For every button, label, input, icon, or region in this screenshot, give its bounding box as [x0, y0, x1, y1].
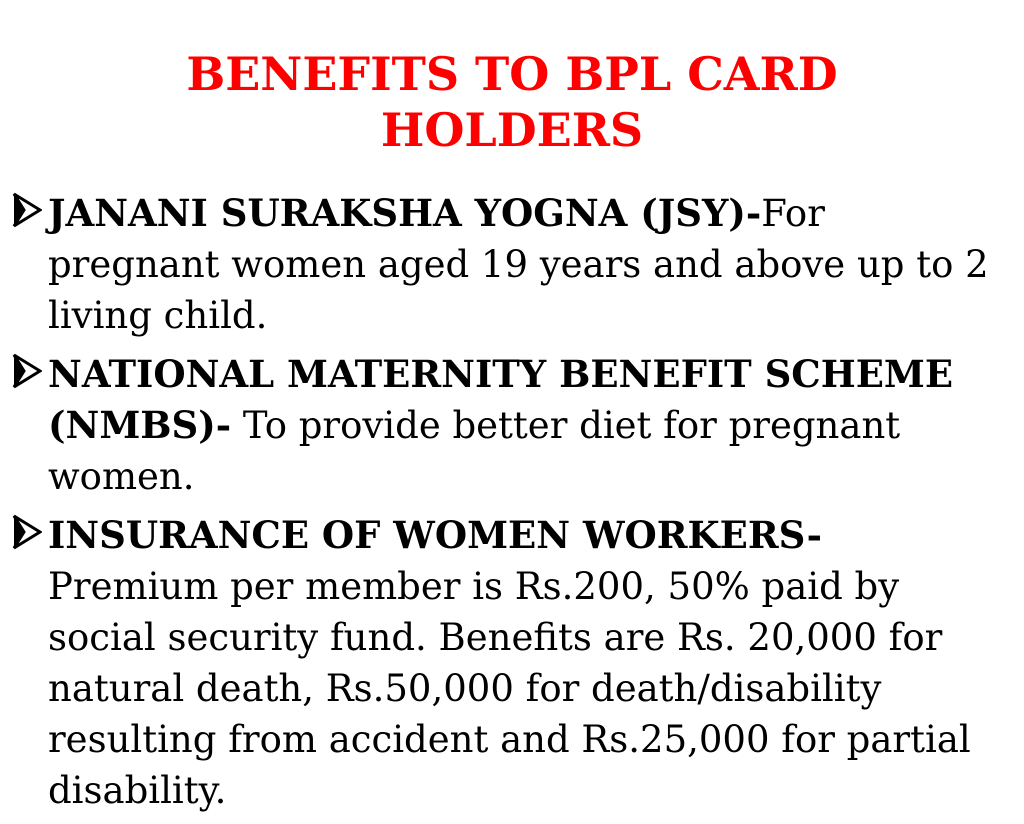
bullet-heading: JANANI SURAKSHA YOGNA (JSY)-: [48, 191, 762, 235]
bullet-text: For pregnant women aged 19 years and above up to 2 living child.: [48, 192, 989, 337]
bullet-text: To provide better diet for pregnant women.: [48, 404, 901, 498]
bullet-item-insurance: [0, 510, 1024, 816]
arrowhead-bullet-icon: [12, 353, 42, 389]
slide-title: [0, 46, 1024, 158]
bullet-item-jsy: [0, 188, 1024, 341]
slide-title-line-2: HOLDERS: [380, 103, 644, 157]
slide-title-line-1: BENEFITS TO BPL CARD: [186, 47, 838, 101]
arrowhead-bullet-icon: [12, 514, 42, 550]
bullet-heading: NATIONAL MATERNITY BENEFIT SCHEME (NMBS)-: [48, 352, 954, 447]
bullet-heading: INSURANCE OF WOMEN WORKERS-: [48, 513, 823, 557]
bullet-list: [0, 188, 1024, 824]
arrowhead-bullet-icon: [12, 192, 42, 228]
bullet-text: Premium per member is Rs.200, 50% paid by social security fund. Benefits are Rs. 20,000 for natural death, Rs.50,000 for death/disability resulting from accident and Rs.25,000 for partial disability.: [48, 565, 971, 812]
bullet-item-nmbs: [0, 349, 1024, 502]
